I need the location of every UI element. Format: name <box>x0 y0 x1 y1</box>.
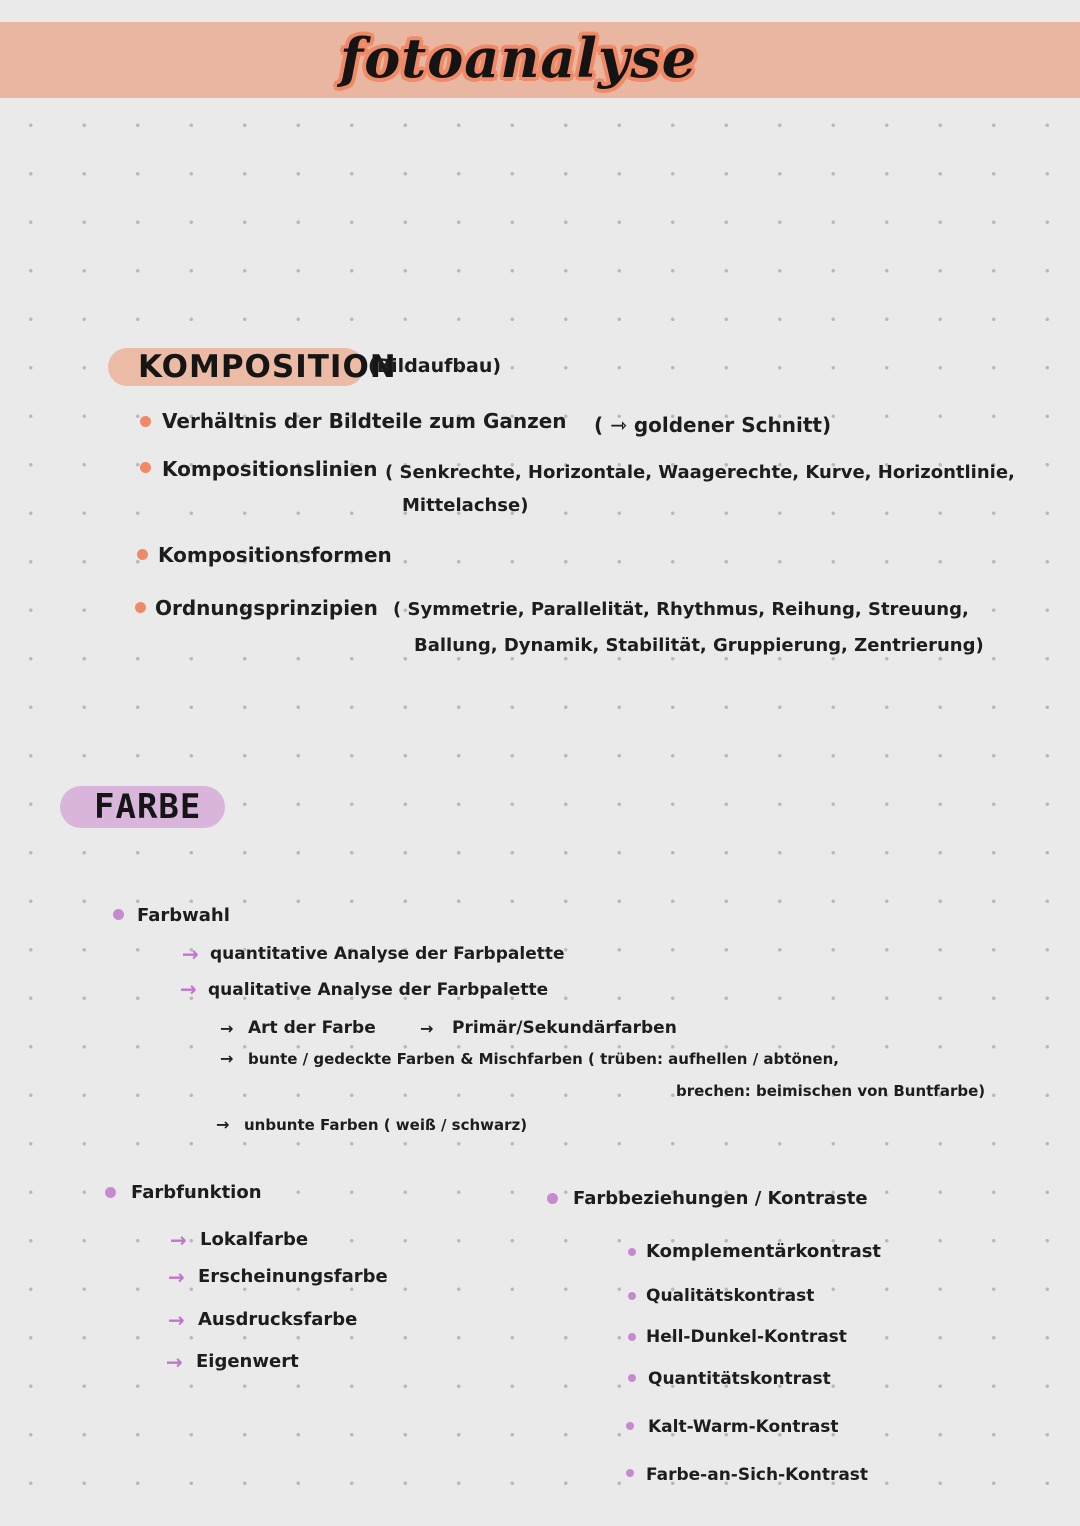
arrow-right-icon: → <box>168 1308 185 1332</box>
bullet-dot <box>140 462 151 473</box>
bullet-dot <box>137 549 148 560</box>
farbfunktion-item: Ausdrucksfarbe <box>198 1309 358 1330</box>
bullet-dot <box>628 1248 636 1256</box>
farbwahl-art: Art der Farbe <box>248 1018 376 1038</box>
bullet-dot <box>105 1187 116 1198</box>
bullet-dot <box>135 602 146 613</box>
arrow-right-icon: → <box>170 1228 187 1252</box>
farbwahl-bunte-detail: brechen: beimischen von Buntfarbe) <box>676 1082 986 1100</box>
farbwahl-quantitative: quantitative Analyse der Farbpalette <box>210 944 565 964</box>
arrow-right-icon: → <box>168 1265 185 1289</box>
bullet-dot <box>628 1374 636 1382</box>
komposition-subheading: (Bildaufbau) <box>368 355 502 377</box>
kontrast-item: Hell-Dunkel-Kontrast <box>646 1327 847 1347</box>
arrow-right-icon: → <box>180 977 197 1001</box>
farbe-heading: FARBE <box>94 787 202 827</box>
bullet-dot <box>628 1292 636 1300</box>
komposition-item-detail: ( Symmetrie, Parallelität, Rhythmus, Reihung, Streuung, <box>393 599 969 620</box>
komposition-item-detail: Mittelachse) <box>402 495 529 516</box>
bullet-dot <box>626 1469 634 1477</box>
farbwahl-label: Farbwahl <box>137 905 230 926</box>
bullet-dot <box>628 1333 636 1341</box>
farbfunktion-item: Lokalfarbe <box>200 1229 309 1250</box>
bullet-dot <box>113 909 124 920</box>
kontrast-item: Komplementärkontrast <box>646 1241 882 1262</box>
bullet-dot <box>626 1422 634 1430</box>
komposition-item-detail: ( ⇾ goldener Schnitt) <box>594 413 832 437</box>
arrow-right-icon: → <box>420 1019 434 1038</box>
kontrast-item: Kalt-Warm-Kontrast <box>648 1417 839 1437</box>
farbwahl-art-detail: Primär/Sekundärfarben <box>452 1018 677 1038</box>
kontrast-item: Quantitätskontrast <box>648 1369 831 1389</box>
farbwahl-qualitative: qualitative Analyse der Farbpalette <box>208 980 549 1000</box>
komposition-item-detail: ( Senkrechte, Horizontale, Waagerechte, Kurve, Horizontlinie, <box>385 462 1015 483</box>
page-title: fotoanalyse <box>340 26 698 90</box>
kontrast-item: Farbe-an-Sich-Kontrast <box>646 1465 869 1485</box>
komposition-heading: KOMPOSITION <box>138 349 397 385</box>
arrow-right-icon: → <box>220 1019 234 1038</box>
komposition-item-label: Ordnungsprinzipien <box>155 596 378 620</box>
komposition-item-label: Kompositionslinien <box>162 457 378 481</box>
komposition-item-detail: Ballung, Dynamik, Stabilität, Gruppierung, Zentrierung) <box>414 635 984 656</box>
bullet-dot <box>547 1193 558 1204</box>
arrow-right-icon: → <box>216 1115 230 1134</box>
arrow-right-icon: → <box>166 1350 183 1374</box>
farbfunktion-item: Eigenwert <box>196 1351 299 1372</box>
farbfunktion-item: Erscheinungsfarbe <box>198 1266 388 1287</box>
komposition-item-label: Verhältnis der Bildteile zum Ganzen <box>162 409 567 433</box>
farbwahl-unbunte: unbunte Farben ( weiß / schwarz) <box>244 1116 528 1134</box>
arrow-right-icon: → <box>182 942 199 966</box>
bullet-dot <box>140 416 151 427</box>
komposition-item-label: Kompositionsformen <box>158 543 392 567</box>
arrow-right-icon: → <box>220 1049 234 1068</box>
farbwahl-bunte: bunte / gedeckte Farben & Mischfarben ( trüben: aufhellen / abtönen, <box>248 1050 839 1068</box>
farbbeziehungen-label: Farbbeziehungen / Kontraste <box>573 1188 868 1209</box>
kontrast-item: Qualitätskontrast <box>646 1286 815 1306</box>
farbfunktion-label: Farbfunktion <box>131 1182 262 1203</box>
